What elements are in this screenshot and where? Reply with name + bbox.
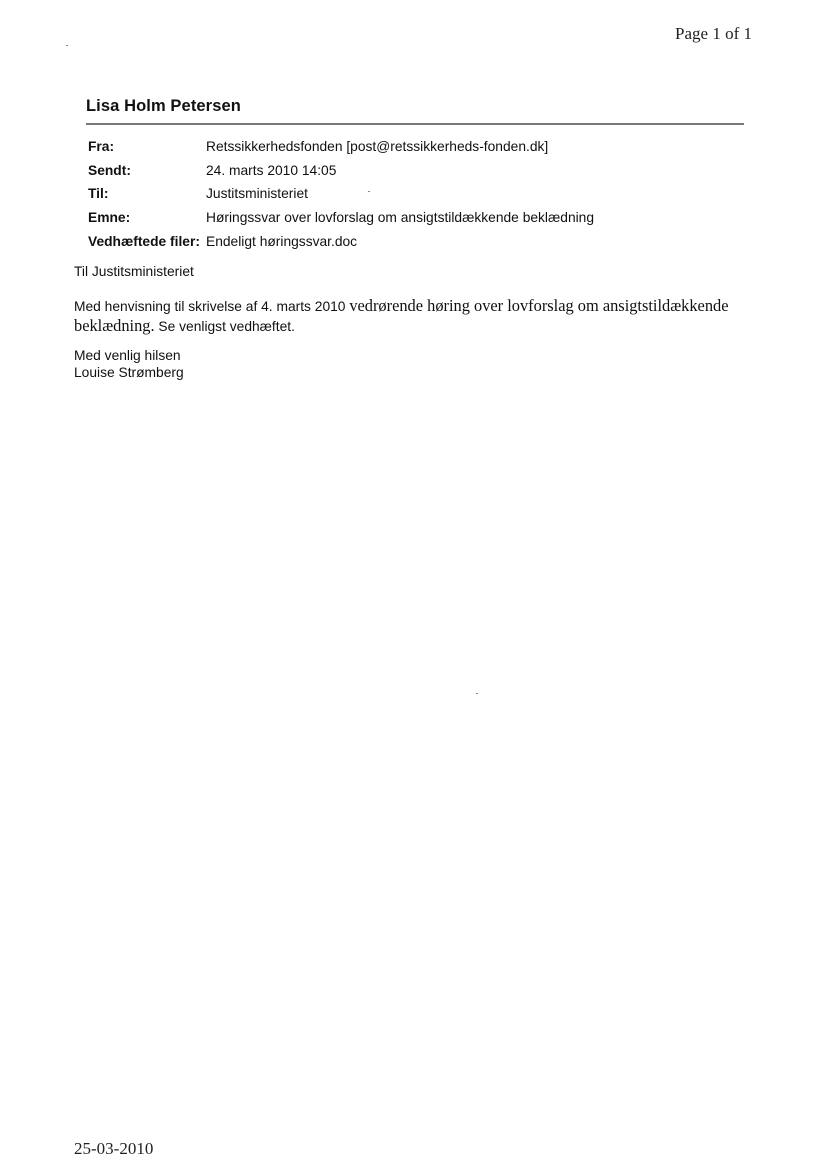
email-headers [88, 135, 738, 253]
greeting: Til Justitsministeriet [74, 264, 194, 279]
signature-name: Louise Strømberg [74, 364, 184, 380]
para-text-serif: vedrørende høring over lovforslag om ansigtstildækkende beklædning. [74, 296, 729, 335]
header-label: Emne: [88, 210, 131, 226]
header-value: 24. marts 2010 14:05 [206, 162, 337, 178]
header-label: Sendt: [88, 162, 131, 178]
page-number: Page 1 of 1 [675, 24, 752, 43]
attachment-link[interactable]: Endeligt høringssvar.doc [206, 233, 358, 249]
para-text: Se venligst vedhæftet. [154, 319, 295, 334]
header-label: Til: [88, 186, 109, 202]
header-divider [86, 123, 744, 125]
scan-speck [476, 693, 478, 694]
closing [74, 348, 754, 381]
header-value: Høringssvar over lovforslag om ansigtstildækkende beklædning [206, 210, 595, 226]
footer-date: 25-03-2010 [74, 1139, 154, 1158]
scan-speck [66, 45, 68, 46]
header-from [88, 135, 738, 159]
sender-name: Lisa Holm Petersen [86, 97, 241, 115]
closing-salutation: Med venlig hilsen [74, 348, 181, 363]
header-sent [88, 159, 738, 183]
header-value: Retssikkerhedsfonden [post@retssikkerheds-fonden.dk] [206, 139, 549, 155]
header-label: Fra: [88, 139, 115, 155]
body-paragraph [74, 296, 754, 336]
header-subject [88, 206, 738, 230]
header-value: Justitsministeriet [206, 186, 308, 202]
header-label: Vedhæftede filer: [88, 233, 200, 249]
header-attachments [88, 229, 738, 253]
header-to [88, 182, 738, 206]
para-text: Med henvisning til skrivelse af 4. marts 2010 [74, 299, 350, 314]
